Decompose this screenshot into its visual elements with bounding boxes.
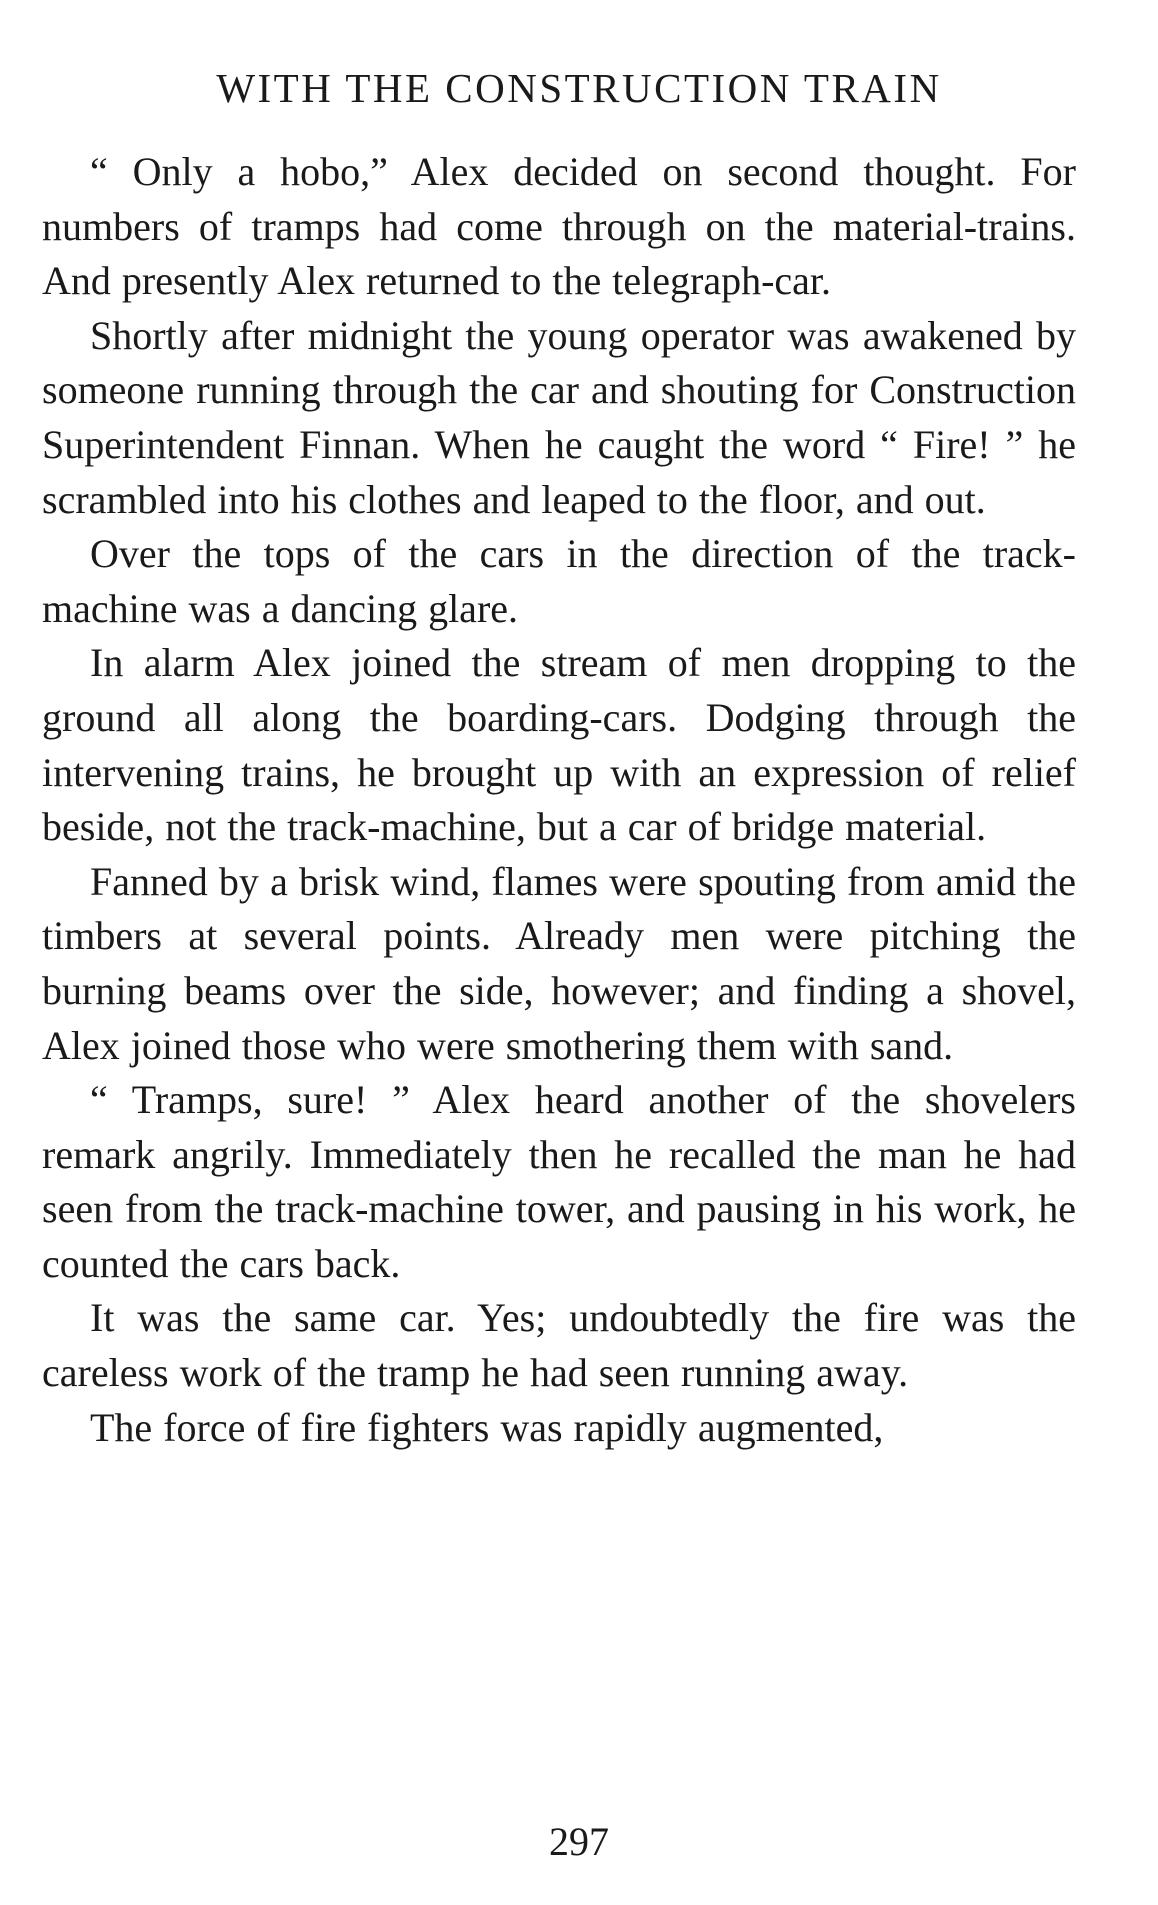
paragraph: “ Tramps, sure! ” Alex heard another of the shovelers remark angrily. Immediately then he recalled the man he had seen from the track-machine tower, and pausing in his work, he counted the cars back. <box>42 1077 1076 1286</box>
paragraph: Fanned by a brisk wind, flames were spouting from amid the timbers at several points. Already men were pitching the burning beams over the side, however; and finding a shovel, Alex joined those who were smothering them with sand. <box>42 858 1076 1068</box>
paragraph: The force of fire fighters was rapidly augmented, <box>90 1404 884 1450</box>
paragraph: In alarm Alex joined the stream of men dropping to the ground all along the boarding-cars. Dodging through the intervening trains, he brought up with an expression of relief beside, not the track-machine, but a car of bridge material. <box>42 640 1076 850</box>
running-head: WITH THE CONSTRUCTION TRAIN <box>216 65 942 111</box>
page-number: 297 <box>549 1819 609 1864</box>
paragraph: It was the same car. Yes; undoubtedly the fire was the careless work of the tramp he had seen running away. <box>42 1295 1076 1396</box>
paragraph: Shortly after midnight the young operator was awakened by someone running through the car and shouting for Construction Superintendent Finnan. When he caught the word “ Fire! ” he scrambled into his clothes and leaped to the floor, and out. <box>42 312 1076 522</box>
paragraph: “ Only a hobo,” Alex decided on second thought. For numbers of tramps had come through on the material-trains. And presently Alex returned to the telegraph-car. <box>42 149 1076 304</box>
body-text <box>42 145 1076 1455</box>
paragraph: Over the tops of the cars in the direction of the track-machine was a dancing glare. <box>42 531 1076 631</box>
